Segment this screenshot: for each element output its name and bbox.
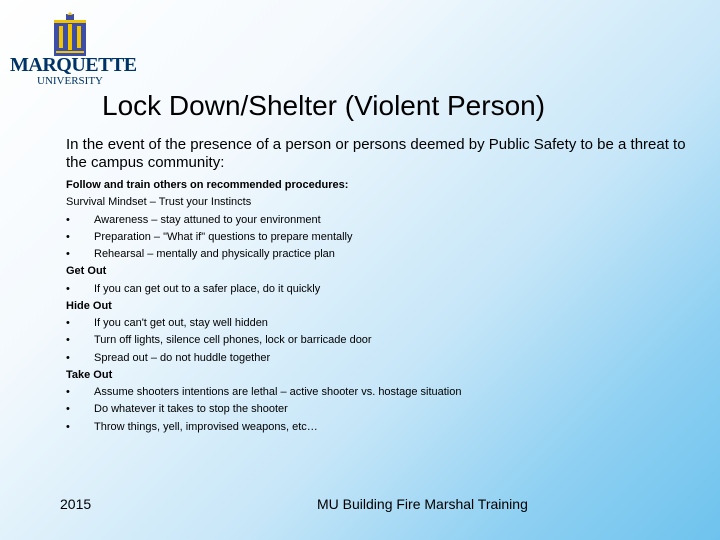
line-text: Turn off lights, silence cell phones, lock or barricade door	[94, 334, 372, 347]
line-text: Hide Out	[66, 299, 112, 312]
intro-paragraph: In the event of the presence of a person or persons deemed by Public Safety to be a threat to the campus community:	[66, 136, 686, 171]
section-heading	[66, 298, 686, 315]
line-text: Awareness – stay attuned to your environment	[94, 213, 321, 226]
line-text: If you can get out to a safer place, do it quickly	[94, 282, 321, 295]
bullet-icon: •	[66, 317, 70, 329]
bullet-item	[66, 281, 686, 298]
line-text: Take Out	[66, 368, 113, 381]
section-heading	[66, 367, 686, 384]
bullet-item	[66, 315, 686, 332]
bullet-icon: •	[66, 386, 70, 398]
bullet-icon: •	[66, 420, 70, 433]
footer-title: MU Building Fire Marshal Training	[317, 496, 528, 512]
line-text: Preparation – "What if" questions to prepare mentally	[94, 230, 353, 243]
procedure-list	[66, 177, 686, 436]
section-heading	[66, 263, 686, 280]
slide-title: Lock Down/Shelter (Violent Person)	[102, 90, 546, 121]
line-text: Throw things, yell, improvised weapons, etc…	[94, 420, 318, 433]
marquette-logo	[10, 12, 137, 87]
line-text: Get Out	[66, 265, 107, 278]
bullet-icon: •	[66, 282, 70, 295]
bullet-item	[66, 246, 686, 263]
text-line	[66, 194, 686, 211]
bullet-item	[66, 332, 686, 349]
bullet-icon: •	[66, 213, 70, 226]
line-text: Do whatever it takes to stop the shooter	[94, 403, 288, 416]
line-text: Assume shooters intentions are lethal – active shooter vs. hostage situation	[94, 386, 462, 398]
bullet-item	[66, 401, 686, 418]
logo-wordmark: MARQUETTE	[10, 54, 137, 76]
logo-subtitle: UNIVERSITY	[37, 75, 103, 87]
bullet-item	[66, 419, 686, 436]
line-text: If you can't get out, stay well hidden	[94, 317, 268, 329]
line-text: Follow and train others on recommended procedures:	[66, 179, 349, 191]
bullet-item	[66, 384, 686, 401]
footer-year: 2015	[60, 496, 92, 512]
bullet-icon: •	[66, 230, 70, 243]
bullet-icon: •	[66, 351, 70, 364]
section-heading	[66, 177, 686, 194]
line-text: Spread out – do not huddle together	[94, 351, 271, 364]
bullet-icon: •	[66, 248, 70, 260]
university-crest-icon	[10, 12, 130, 56]
bullet-item	[66, 350, 686, 367]
bullet-icon: •	[66, 334, 70, 347]
line-text: Rehearsal – mentally and physically practice plan	[94, 248, 335, 260]
bullet-item	[66, 212, 686, 229]
line-text: Survival Mindset – Trust your Instincts	[66, 196, 252, 209]
bullet-icon: •	[66, 403, 70, 416]
bullet-item	[66, 229, 686, 246]
